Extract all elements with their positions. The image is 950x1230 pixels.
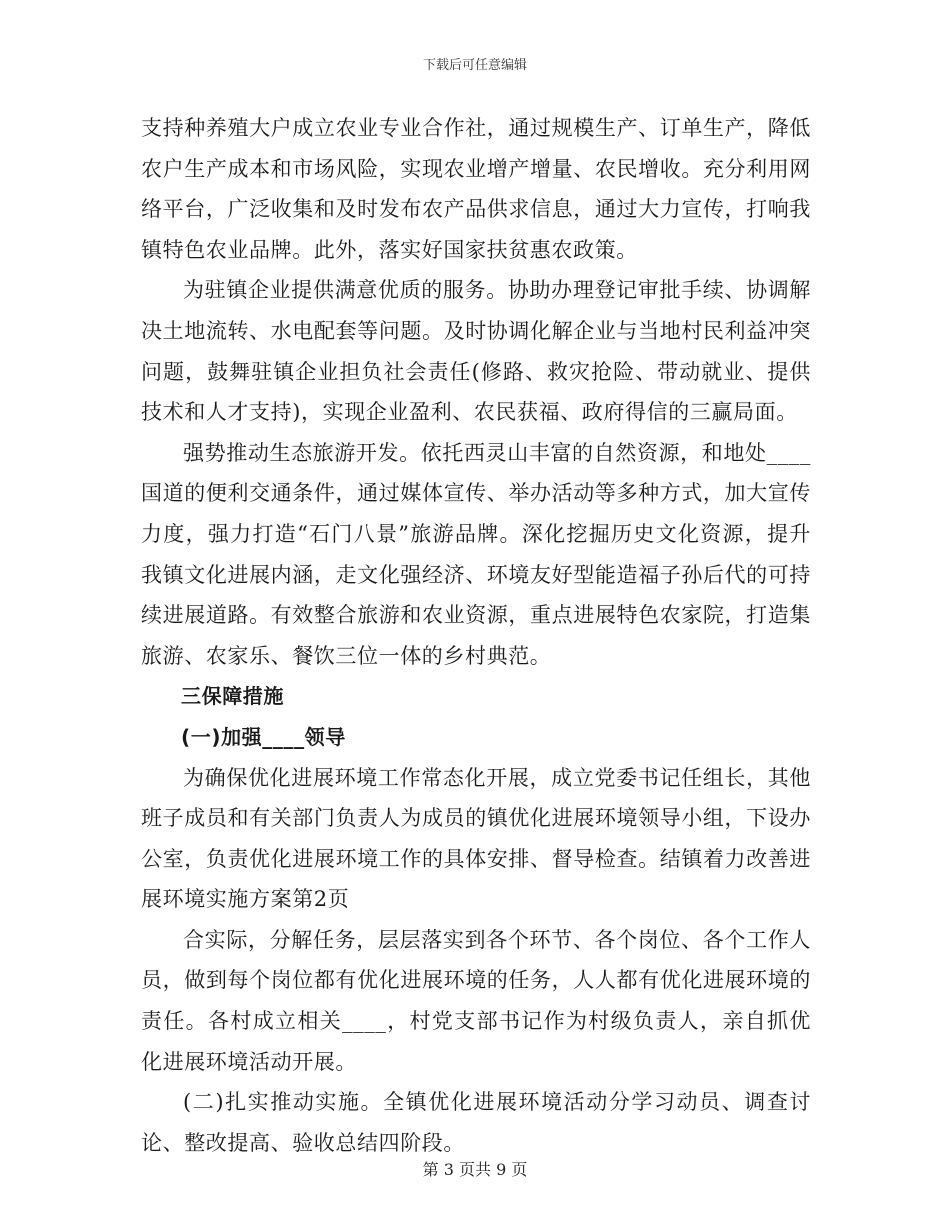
subheading-leadership: (一)加强____领导 xyxy=(181,724,346,749)
paragraph-enterprise-service: 为驻镇企业提供满意优质的服务。协助办理登记审批手续、协调解决土地流转、水电配套等问题。及时协调化解企业与当地村民利益冲突问题，鼓舞驻镇企业担负社会责任(修路、救灾抢险、带动就业、提供技术和人才支持)，实现企业盈利、农民获福、政府得信的三赢局面。 xyxy=(141,278,811,425)
paragraph-task-breakdown: 合实际，分解任务，层层落实到各个环节、各个岗位、各个工作人员，做到每个岗位都有优化进展环境的任务，人人都有优化进展环境的责任。各村成立相关____，村党支部书记作为村级负责人，亲自抓优化进展环境活动开展。 xyxy=(141,927,811,1074)
paragraph-leadership-group: 为确保优化进展环境工作常态化开展，成立党委书记任组长，其他班子成员和有关部门负责人为成员的镇优化进展环境领导小组，下设办公室，负责优化进展环境工作的具体安排、督导检查。结镇着力改善进展环境实施方案第2页 xyxy=(141,765,811,912)
section-heading-safeguards: 三保障措施 xyxy=(181,684,284,709)
page-header: 下载后可任意编辑 xyxy=(422,58,527,73)
document-body xyxy=(141,108,811,1163)
page-number: 第 3 页共 9 页 xyxy=(422,1160,528,1179)
paragraph-eco-tourism: 强势推动生态旅游开发。依托西灵山丰富的自然资源，和地处____国道的便利交通条件，通过媒体宣传、举办活动等多种方式，加大宣传力度，强力打造“石门八景”旅游品牌。深化挖掘历史文化资源，提升我镇文化进展内涵，走文化强经济、环境友好型能造福子孙后代的可持续进展道路。有效整合旅游和农业资源，重点进展特色农家院，打造集旅游、农家乐、餐饮三位一体的乡村典范。 xyxy=(141,440,811,668)
paragraph-agriculture: 支持种养殖大户成立农业专业合作社，通过规模生产、订单生产，降低农户生产成本和市场风险，实现农业增产增量、农民增收。充分利用网络平台，广泛收集和及时发布农产品供求信息，通过大力宣传，打响我镇特色农业品牌。此外，落实好国家扶贫惠农政策。 xyxy=(141,116,811,262)
paragraph-implementation: (二)扎实推动实施。全镇优化进展环境活动分学习动员、调查讨论、整改提高、验收总结四阶段。 xyxy=(141,1090,811,1155)
